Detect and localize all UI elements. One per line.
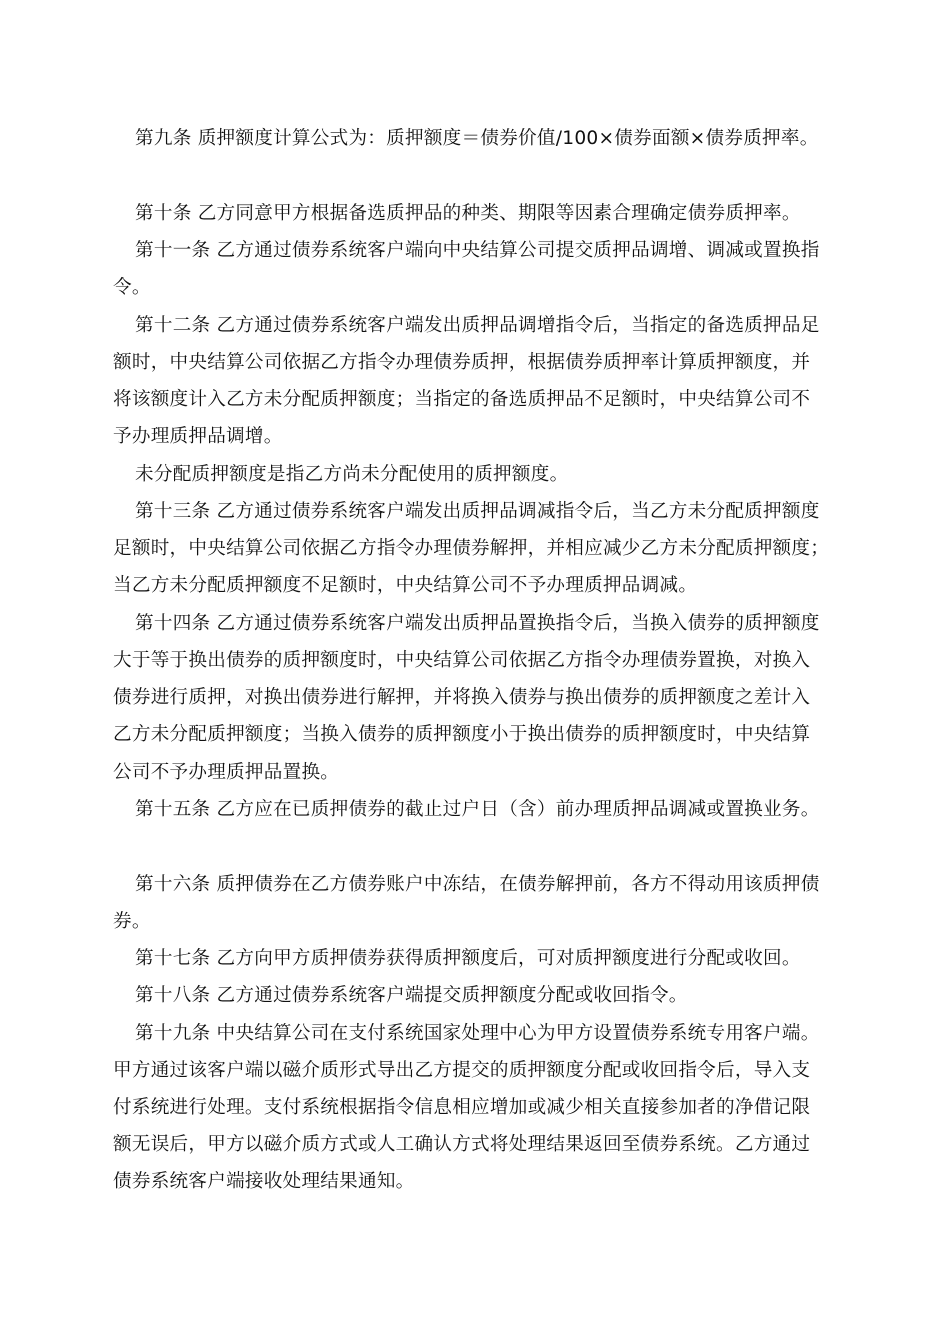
line-article-18: 第十八条 乙方通过债券系统客户端提交质押额度分配或收回指令。 <box>135 985 688 1006</box>
line-article-14-cont-1: 大于等于换出债券的质押额度时，中央结算公司依据乙方指令办理债券置换，对换入 <box>113 650 811 671</box>
line-article-14: 第十四条 乙方通过债券系统客户端发出质押品置换指令后，当换入债券的质押额度 <box>135 613 820 634</box>
line-article-13: 第十三条 乙方通过债券系统客户端发出质押品调减指令后，当乙方未分配质押额度 <box>135 501 820 522</box>
line-article-12-cont-1: 额时，中央结算公司依据乙方指令办理债券质押，根据债券质押率计算质押额度，并 <box>113 352 811 373</box>
line-article-12-cont-2: 将该额度计入乙方未分配质押额度；当指定的备选质押品不足额时，中央结算公司不 <box>113 389 811 410</box>
line-article-14-cont-3: 乙方未分配质押额度；当换入债券的质押额度小于换出债券的质押额度时，中央结算 <box>113 724 811 745</box>
line-article-9: 第九条 质押额度计算公式为：质押额度＝债券价值/100×债券面额×债券质押率。 <box>135 128 819 149</box>
line-article-16-cont: 券。 <box>113 911 151 932</box>
line-article-14-cont-4: 公司不予办理质押品置换。 <box>113 762 340 783</box>
line-article-13-cont-2: 当乙方未分配质押额度不足额时，中央结算公司不予办理质押品调减。 <box>113 575 698 596</box>
line-article-17: 第十七条 乙方向甲方质押债券获得质押额度后，可对质押额度进行分配或收回。 <box>135 948 801 969</box>
line-article-12: 第十二条 乙方通过债券系统客户端发出质押品调增指令后，当指定的备选质押品足 <box>135 315 820 336</box>
line-article-19-cont-3: 额无误后，甲方以磁介质方式或人工确认方式将处理结果返回至债券系统。乙方通过 <box>113 1134 811 1155</box>
line-article-10: 第十条 乙方同意甲方根据备选质押品的种类、期限等因素合理确定债券质押率。 <box>135 203 801 224</box>
line-article-11-cont: 令。 <box>113 277 151 298</box>
line-article-11: 第十一条 乙方通过债券系统客户端向中央结算公司提交质押品调增、调减或置换指 <box>135 240 820 261</box>
line-article-19-cont-1: 甲方通过该客户端以磁介质形式导出乙方提交的质押额度分配或收回指令后，导入支 <box>113 1060 811 1081</box>
line-article-13-cont-1: 足额时，中央结算公司依据乙方指令办理债券解押，并相应减少乙方未分配质押额度； <box>113 538 830 559</box>
line-article-19-cont-4: 债券系统客户端接收处理结果通知。 <box>113 1171 415 1192</box>
line-article-19: 第十九条 中央结算公司在支付系统国家处理中心为甲方设置债券系统专用客户端。 <box>135 1023 820 1044</box>
line-article-16: 第十六条 质押债券在乙方债券账户中冻结，在债券解押前，各方不得动用该质押债 <box>135 874 820 895</box>
line-article-12-cont-3: 予办理质押品调增。 <box>113 426 283 447</box>
line-definition: 未分配质押额度是指乙方尚未分配使用的质押额度。 <box>135 464 569 485</box>
line-article-15: 第十五条 乙方应在已质押债券的截止过户日（含）前办理质押品调减或置换业务。 <box>135 799 820 820</box>
line-article-14-cont-2: 债券进行质押，对换出债券进行解押，并将换入债券与换出债券的质押额度之差计入 <box>113 687 811 708</box>
line-article-19-cont-2: 付系统进行处理。支付系统根据指令信息相应增加或减少相关直接参加者的净借记限 <box>113 1097 811 1118</box>
